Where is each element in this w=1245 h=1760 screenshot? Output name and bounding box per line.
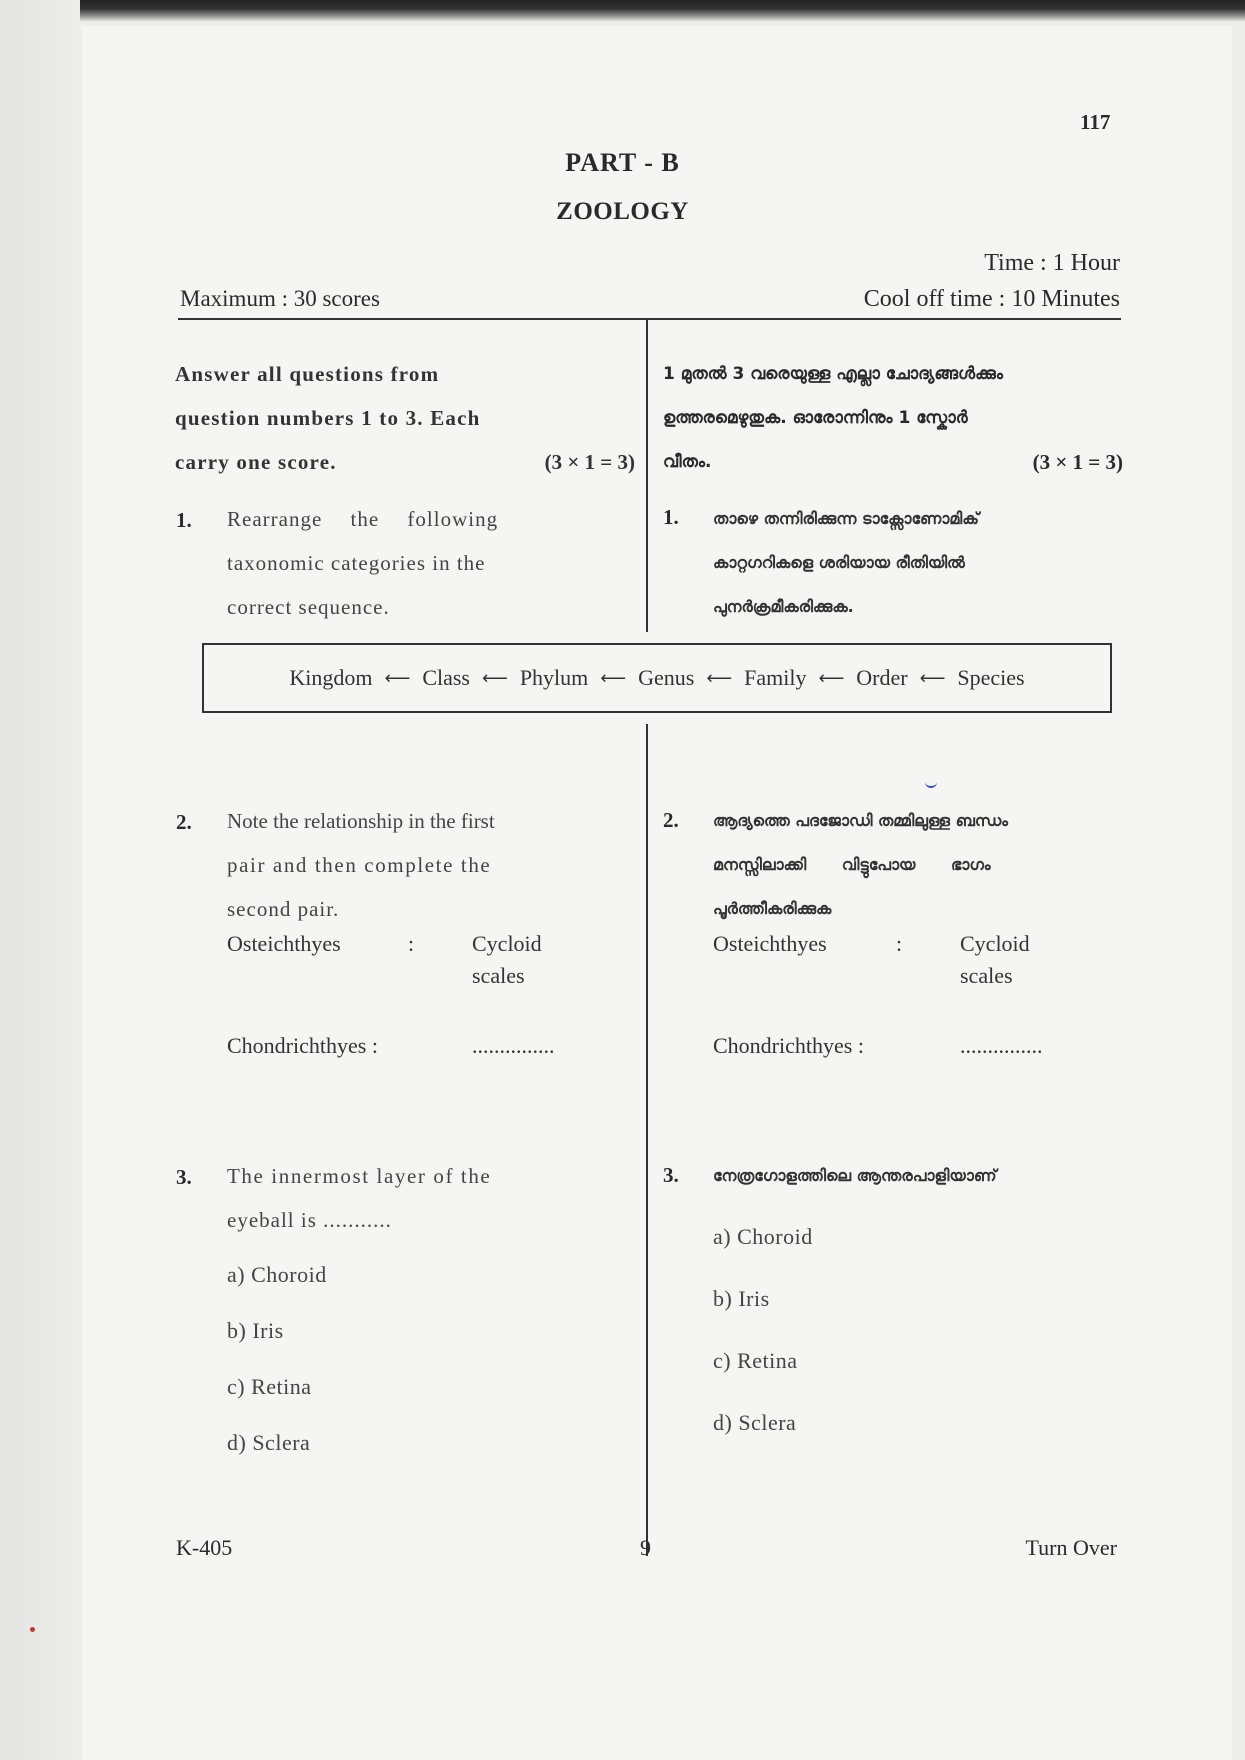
- q2-pair1-right-line: scales: [472, 963, 525, 988]
- paper-code: K-405: [176, 1535, 233, 1560]
- left-arrow-icon: ⟵: [818, 667, 845, 689]
- q2-blank-ml: ...............: [960, 1033, 1043, 1058]
- q2-pair1-right-line: scales: [960, 963, 1013, 988]
- q1-line: Rearrange the following: [227, 507, 499, 531]
- q2-number-ml: 2.: [663, 808, 679, 832]
- q2-ml-line: ആദ്യത്തെ പദജോഡി തമ്മിലുള്ള ബന്ധം: [713, 811, 1008, 830]
- instructions-en-line: question numbers 1 to 3. Each: [175, 406, 481, 430]
- time-label: Time : 1 Hour: [984, 250, 1120, 276]
- q2-text-en: [227, 799, 587, 931]
- scan-left-shade: [0, 0, 82, 1760]
- instructions-en-line: carry one score.: [175, 450, 337, 474]
- scan-top-band: [80, 0, 1245, 22]
- taxon-species: Species: [957, 665, 1025, 690]
- taxon-order: Order: [856, 665, 908, 690]
- q3-option-b-ml: b) Iris: [713, 1286, 770, 1311]
- q3-option-d-ml: d) Sclera: [713, 1410, 797, 1435]
- taxon-class: Class: [422, 665, 470, 690]
- instructions-malayalam: [663, 352, 1123, 484]
- q2-pair2-left-ml: Chondrichthyes :: [713, 1033, 864, 1058]
- q2-number-en: 2.: [176, 810, 192, 834]
- left-arrow-icon: ⟵: [482, 667, 508, 689]
- q2-pair1-right-line: Cycloid: [960, 931, 1030, 956]
- q2-line: Note the relationship in the first: [227, 809, 495, 833]
- q2-ml-line: പൂർത്തീകരിക്കുക: [713, 899, 832, 918]
- instructions-english: [175, 352, 635, 484]
- taxon-kingdom: Kingdom: [289, 665, 373, 690]
- q2-text-ml: [713, 799, 1123, 931]
- scan-speck: [30, 1627, 35, 1632]
- q1-text-en: [227, 497, 587, 629]
- subject-title: ZOOLOGY: [556, 198, 689, 225]
- q1-ml-line: പുനർക്രമീകരിക്കുക.: [713, 597, 854, 616]
- q3-option-d-en: d) Sclera: [227, 1430, 311, 1455]
- score-calc: (3 × 1 = 3): [544, 450, 635, 474]
- q2-pair1-right-ml: [960, 928, 1030, 992]
- q1-ml-line: കാറ്റഗറികളെ ശരിയായ രീതിയിൽ: [713, 553, 965, 572]
- left-arrow-icon: ⟵: [384, 667, 411, 689]
- maximum-score: Maximum : 30 scores: [180, 286, 380, 311]
- q3-text-ml: നേത്രഗോളത്തിലെ ആന്തരപാളിയാണ്: [713, 1166, 997, 1185]
- q3-line: eyeball is ...........: [227, 1208, 392, 1232]
- q2-ml-line: മനസ്സിലാക്കി വിട്ടുപോയ ഭാഗം: [713, 855, 991, 874]
- q2-line: pair and then complete the: [227, 853, 492, 877]
- q1-number-ml: 1.: [663, 505, 679, 529]
- header-rule: [178, 318, 1121, 320]
- taxonomy-sequence-box: [202, 643, 1112, 713]
- q3-option-c-en: c) Retina: [227, 1374, 312, 1399]
- instructions-en-line: Answer all questions from: [175, 362, 440, 386]
- q3-number-ml: 3.: [663, 1163, 679, 1187]
- taxon-family: Family: [744, 665, 807, 690]
- q1-line: correct sequence.: [227, 595, 390, 619]
- q2-pair1-left-en: Osteichthyes: [227, 931, 341, 956]
- part-title: PART - B: [565, 148, 680, 177]
- q1-text-ml: [713, 497, 1123, 629]
- q2-colon-ml: :: [896, 931, 903, 956]
- instructions-ml-line: വീതം.: [663, 452, 712, 472]
- taxon-phylum: Phylum: [519, 665, 589, 690]
- q3-number-en: 3.: [176, 1165, 192, 1189]
- page-number-bottom: 9: [640, 1535, 651, 1560]
- instructions-ml-line: 1 മുതൽ 3 വരെയുള്ള എല്ലാ ചോദ്യങ്ങൾക്കും: [663, 364, 1003, 384]
- q3-option-a-en: a) Choroid: [227, 1262, 327, 1287]
- column-divider-top: [646, 320, 648, 632]
- q2-pair1-right-en: [472, 928, 542, 992]
- q1-line: taxonomic categories in the: [227, 551, 486, 575]
- column-divider-bottom: [646, 724, 648, 1556]
- q2-pair2-left-en: Chondrichthyes :: [227, 1033, 378, 1058]
- q3-option-b-en: b) Iris: [227, 1318, 284, 1343]
- q3-option-c-ml: c) Retina: [713, 1348, 798, 1373]
- q2-colon-en: :: [408, 931, 415, 956]
- cool-off-time: Cool off time : 10 Minutes: [863, 286, 1120, 312]
- q2-blank-en: ...............: [472, 1033, 555, 1058]
- left-arrow-icon: ⟵: [600, 667, 627, 689]
- q1-ml-line: താഴെ തന്നിരിക്കുന്ന ടാക്സോണോമിക്: [713, 509, 979, 528]
- q2-line: second pair.: [227, 897, 340, 921]
- q3-option-a-ml: a) Choroid: [713, 1224, 813, 1249]
- taxon-genus: Genus: [638, 665, 695, 690]
- left-arrow-icon: ⟵: [919, 667, 946, 689]
- score-calc: (3 × 1 = 3): [1032, 450, 1123, 474]
- turn-over-label: Turn Over: [1025, 1535, 1117, 1560]
- q3-text-en: [227, 1154, 587, 1242]
- page-number-top: 117: [1080, 110, 1111, 134]
- q3-line: The innermost layer of the: [227, 1164, 492, 1188]
- left-arrow-icon: ⟵: [706, 667, 733, 689]
- q1-number-en: 1.: [176, 508, 192, 532]
- instructions-en-line-last: [175, 440, 635, 484]
- instructions-ml-line-last: [663, 440, 1123, 484]
- q2-pair1-right-line: Cycloid: [472, 931, 542, 956]
- instructions-ml-line: ഉത്തരമെഴുതുക. ഓരോന്നിനും 1 സ്കോർ: [663, 408, 968, 428]
- q2-pair1-left-ml: Osteichthyes: [713, 931, 827, 956]
